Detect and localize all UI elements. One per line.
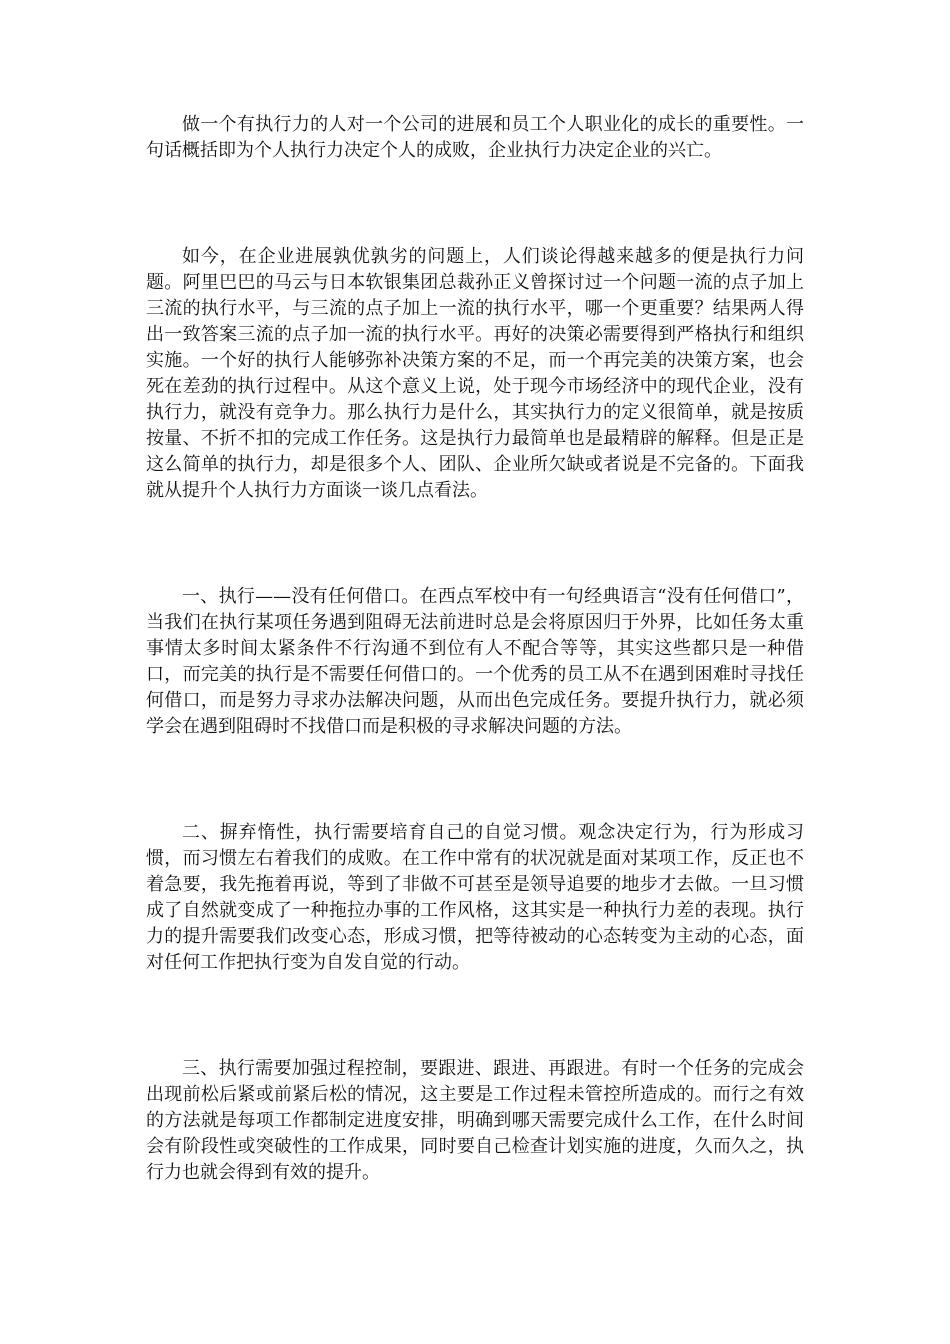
paragraph-point-three: 三、执行需要加强过程控制，要跟进、跟进、再跟进。有时一个任务的完成会出现前松后紧或前紧后松的情况，这主要是工作过程未管控所造成的。而行之有效的方法就是每项工作都制定进度安排，明确到哪天需要完成什么工作，在什么时间会有阶段性或突破性的工作成果，同时要自己检查计划实施的进度，久而久之，执行力也就会得到有效的提升。 — [146, 1058, 804, 1183]
paragraph-intro: 做一个有执行力的人对一个公司的进展和员工个人职业化的成长的重要性。一句话概括即为个人执行力决定个人的成败，企业执行力决定企业的兴亡。 — [146, 114, 804, 161]
paragraph-point-one: 一、执行——没有任何借口。在西点军校中有一句经典语言“没有任何借口”，当我们在执行某项任务遇到阻碍无法前进时总是会将原因归于外界，比如任务太重事情太多时间太紧条件不行沟通不到位有人不配合等等，其实这些都只是一种借口，而完美的执行是不需要任何借口的。一个优秀的员工从不在遇到困难时寻找任何借口，而是努力寻求办法解决问题，从而出色完成任务。要提升执行力，就必须学会在遇到阻碍时不找借口而是积极的寻求解决问题的方法。 — [146, 586, 804, 737]
paragraph-background: 如今，在企业进展孰优孰劣的问题上，人们谈论得越来越多的便是执行力问题。阿里巴巴的马云与日本软银集团总裁孙正义曾探讨过一个问题一流的点子加上三流的执行水平，与三流的点子加上一流的执行水平，哪一个更重要？结果两人得出一致答案三流的点子加一流的执行水平。再好的决策必需要得到严格执行和组织实施。一个好的执行人能够弥补决策方案的不足，而一个再完美的决策方案，也会死在差劲的执行过程中。从这个意义上说，处于现今市场经济中的现代企业，没有执行力，就没有竞争力。那么执行力是什么，其实执行力的定义很简单，就是按质按量、不折不扣的完成工作任务。这是执行力最简单也是最精辟的解释。但是正是这么简单的执行力，却是很多个人、团队、企业所欠缺或者说是不完备的。下面我就从提升个人执行力方面谈一谈几点看法。 — [146, 246, 804, 501]
document-body — [146, 112, 804, 1186]
paragraph-point-two: 二、摒弃惰性，执行需要培育自己的自觉习惯。观念决定行为，行为形成习惯，而习惯左右着我们的成败。在工作中常有的状况就是面对某项工作，反正也不着急要，我先拖着再说，等到了非做不可甚至是领导追要的地步才去做。一旦习惯成了自然就变成了一种拖拉办事的工作风格，这其实是一种执行力差的表现。执行力的提升需要我们改变心态，形成习惯，把等待被动的心态转变为主动的心态，面对任何工作把执行变为自发自觉的行动。 — [146, 822, 804, 973]
